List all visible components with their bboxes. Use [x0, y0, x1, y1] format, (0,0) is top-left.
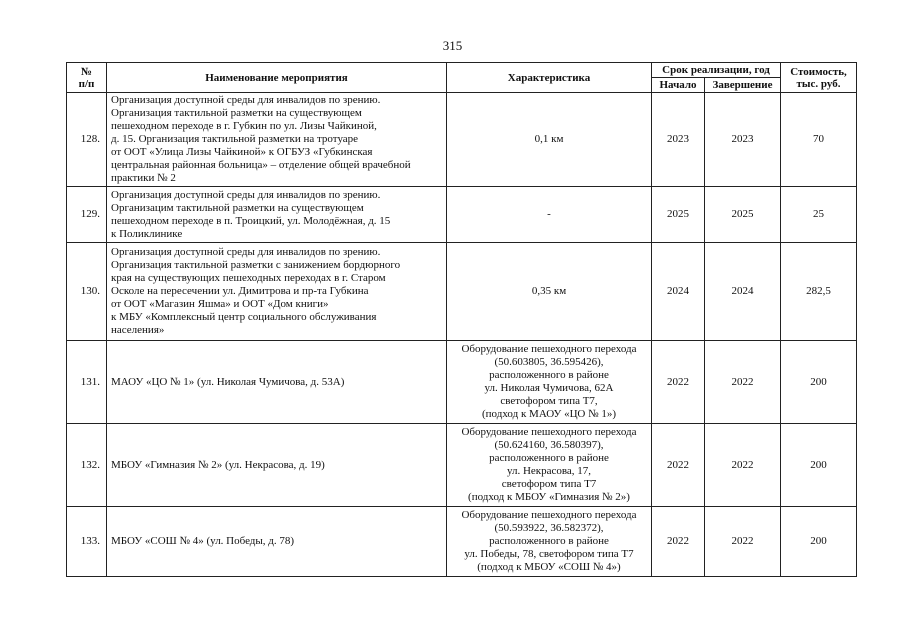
row-start-year: 2022: [652, 341, 705, 424]
table-row: [67, 93, 857, 187]
row-cost: 70: [781, 93, 857, 187]
row-end-year: 2022: [705, 424, 781, 507]
row-number: 129.: [67, 187, 107, 243]
row-number: 128.: [67, 93, 107, 187]
row-characteristic: Оборудование пешеходного перехода (50.593922, 36.582372), расположенного в районе ул. Победы, 78, светофором типа Т7 (подход к МБОУ «СОШ № 4»): [447, 507, 652, 577]
row-characteristic: 0,1 км: [447, 93, 652, 187]
row-cost: 200: [781, 341, 857, 424]
header-start: Начало: [652, 78, 705, 93]
row-start-year: 2022: [652, 507, 705, 577]
row-characteristic: -: [447, 187, 652, 243]
table-row: [67, 424, 857, 507]
row-name: Организация доступной среды для инвалидов по зрению. Организацим тактильной разметки на существующем пешеходном переходе в п. Троицкий, ул. Молодёжная, д. 15 к Поликлинике: [107, 187, 447, 243]
row-end-year: 2025: [705, 187, 781, 243]
table-row: [67, 187, 857, 243]
row-cost: 200: [781, 424, 857, 507]
row-characteristic: Оборудование пешеходного перехода (50.624160, 36.580397), расположенного в районе ул. Некрасова, 17, светофором типа Т7 (подход к МБОУ «Гимназия № 2»): [447, 424, 652, 507]
row-cost: 200: [781, 507, 857, 577]
page-number: 315: [442, 38, 463, 53]
table-row: [67, 341, 857, 424]
row-number: 132.: [67, 424, 107, 507]
row-name: Организация доступной среды для инвалидов по зрению. Организация тактильной разметки на существующем пешеходном переходе в г. Губкин по ул. Лизы Чайкиной, д. 15. Организация тактильной разметки на тротуаре от ООТ «Улица Лизы Чайкиной» к ОГБУЗ «Губкинская центральная районная больница» – отделение общей врачебной практики № 2: [107, 93, 447, 187]
row-end-year: 2023: [705, 93, 781, 187]
row-end-year: 2024: [705, 243, 781, 341]
header-period: Срок реализации, год: [652, 63, 781, 78]
header-cost: Стоимость, тыс. руб.: [781, 63, 857, 93]
header-name: Наименование мероприятия: [107, 63, 447, 93]
row-name: Организация доступной среды для инвалидов по зрению. Организация тактильной разметки с занижением бордюрного края на существующих пешеходных переходах в г. Старом Осколе на пересечении ул. Димитрова и пр-та Губкина от ООТ «Магазин Яшма» и ООТ «Дом книги» к МБУ «Комплексный центр социального обслуживания населения»: [107, 243, 447, 341]
row-number: 131.: [67, 341, 107, 424]
row-start-year: 2025: [652, 187, 705, 243]
table-row: [67, 507, 857, 577]
row-characteristic: Оборудование пешеходного перехода (50.603805, 36.595426), расположенного в районе ул. Николая Чумичова, 62А светофором типа Т7, (подход к МАОУ «ЦО № 1»): [447, 341, 652, 424]
row-name: МБОУ «СОШ № 4» (ул. Победы, д. 78): [107, 507, 447, 577]
row-name: МБОУ «Гимназия № 2» (ул. Некрасова, д. 19): [107, 424, 447, 507]
row-start-year: 2024: [652, 243, 705, 341]
row-name: МАОУ «ЦО № 1» (ул. Николая Чумичова, д. 53А): [107, 341, 447, 424]
header-end: Завершение: [705, 78, 781, 93]
row-end-year: 2022: [705, 507, 781, 577]
row-number: 133.: [67, 507, 107, 577]
row-cost: 282,5: [781, 243, 857, 341]
header-characteristic: Характеристика: [447, 63, 652, 93]
table-row: [67, 243, 857, 341]
row-end-year: 2022: [705, 341, 781, 424]
measures-table: [66, 62, 857, 577]
row-cost: 25: [781, 187, 857, 243]
row-characteristic: 0,35 км: [447, 243, 652, 341]
header-number: № п/п: [67, 63, 107, 93]
row-start-year: 2022: [652, 424, 705, 507]
row-start-year: 2023: [652, 93, 705, 187]
row-number: 130.: [67, 243, 107, 341]
